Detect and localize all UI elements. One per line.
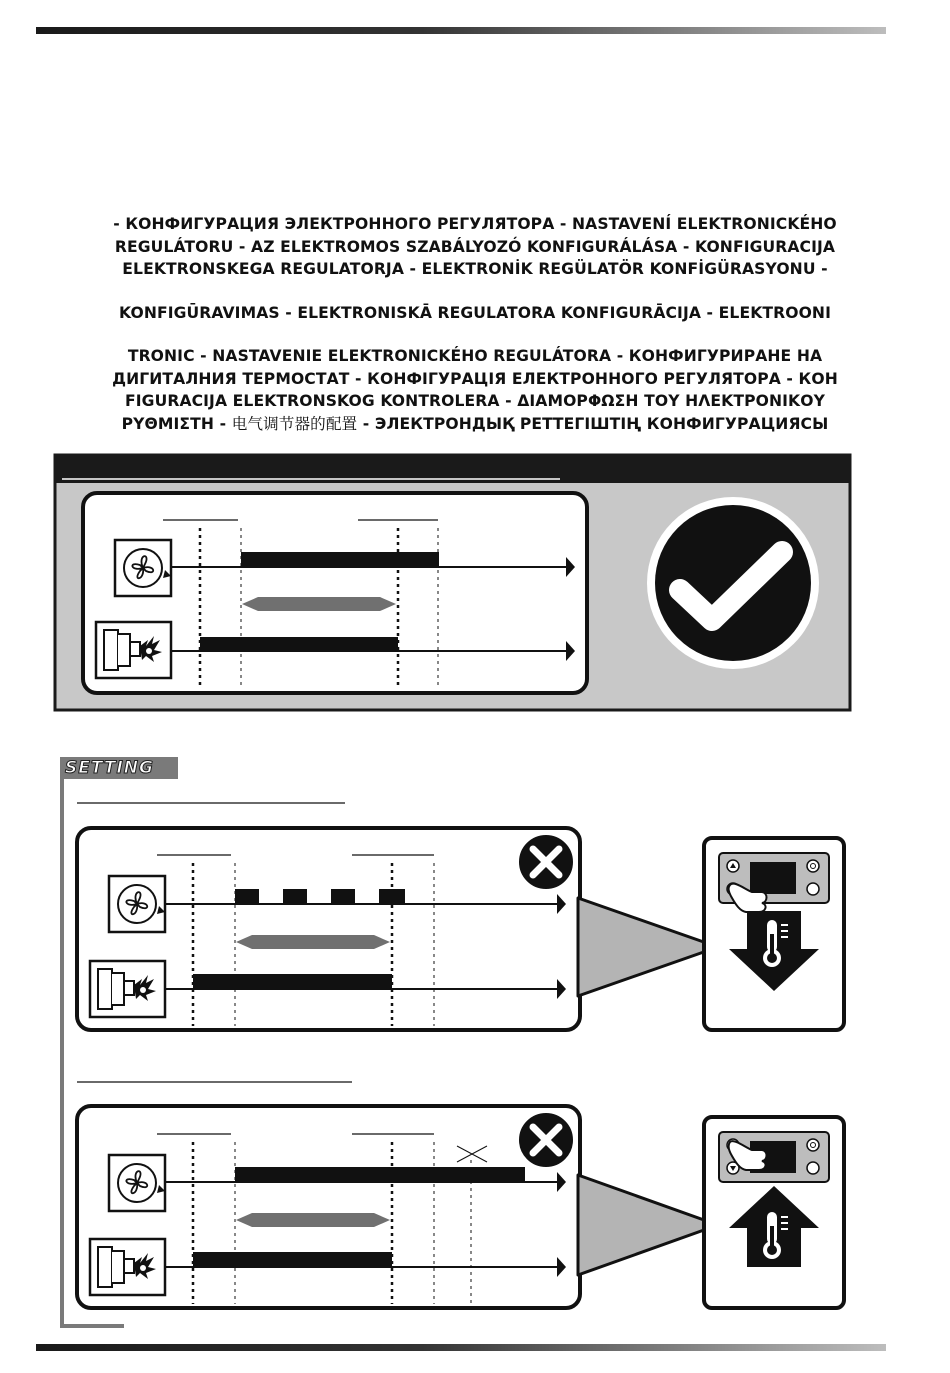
bottom-rule [36, 1344, 886, 1351]
title-line: ELEKTRONSKEGA REGULATORJA - ELEKTRONİK REGÜLATÖR KONFİGÜRASYONU - [122, 260, 828, 278]
title-line: FIGURACIJA ELEKTRONSKOG KONTROLERA - ΔΙΑΜΟΡΦΩΣΗ ΤΟΥ ΗΛΕΚΤΡΟΝΙΚΟΥ [125, 392, 825, 410]
title-line: REGULÁTORU - AZ ELEKTROMOS SZABÁLYOZÓ KONFIGURÁLÁSA - KONFIGURACIJA [114, 237, 836, 256]
x-circle-icon [518, 1112, 574, 1168]
title-line: TRONIC - NASTAVENIE ELEKTRONICKÉHO REGULÁTORA - КОНФИГУРИРАНЕ НА [127, 347, 823, 365]
title-line: - КОНФИГУРАЦИЯ ЭЛЕКТРОННОГО РЕГУЛЯТОРА - NASTAVENÍ ELEKTRONICKÉHO [113, 215, 837, 233]
title-line: ДИГИТАЛНИЯ ТЕРМОСТАТ - КОНФІГУРАЦІЯ ЕЛЕКТРОННОГО РЕГУЛЯТОРА - КОН [112, 369, 838, 388]
title-line: ΡΥΘΜΙΣΤΗ - 电气调节器的配置 - ЭЛЕКТРОНДЫҚ РЕТТЕГІШТІҢ КОНФИГУРАЦИЯСЫ [121, 414, 829, 433]
x-circle-icon [518, 834, 574, 890]
title-line: KONFIGŪRAVIMAS - ELEKTRONISKĀ REGULATORA KONFIGURĀCIJA - ELEKTROONI [118, 303, 831, 322]
setting-label: SETTING [60, 757, 178, 779]
